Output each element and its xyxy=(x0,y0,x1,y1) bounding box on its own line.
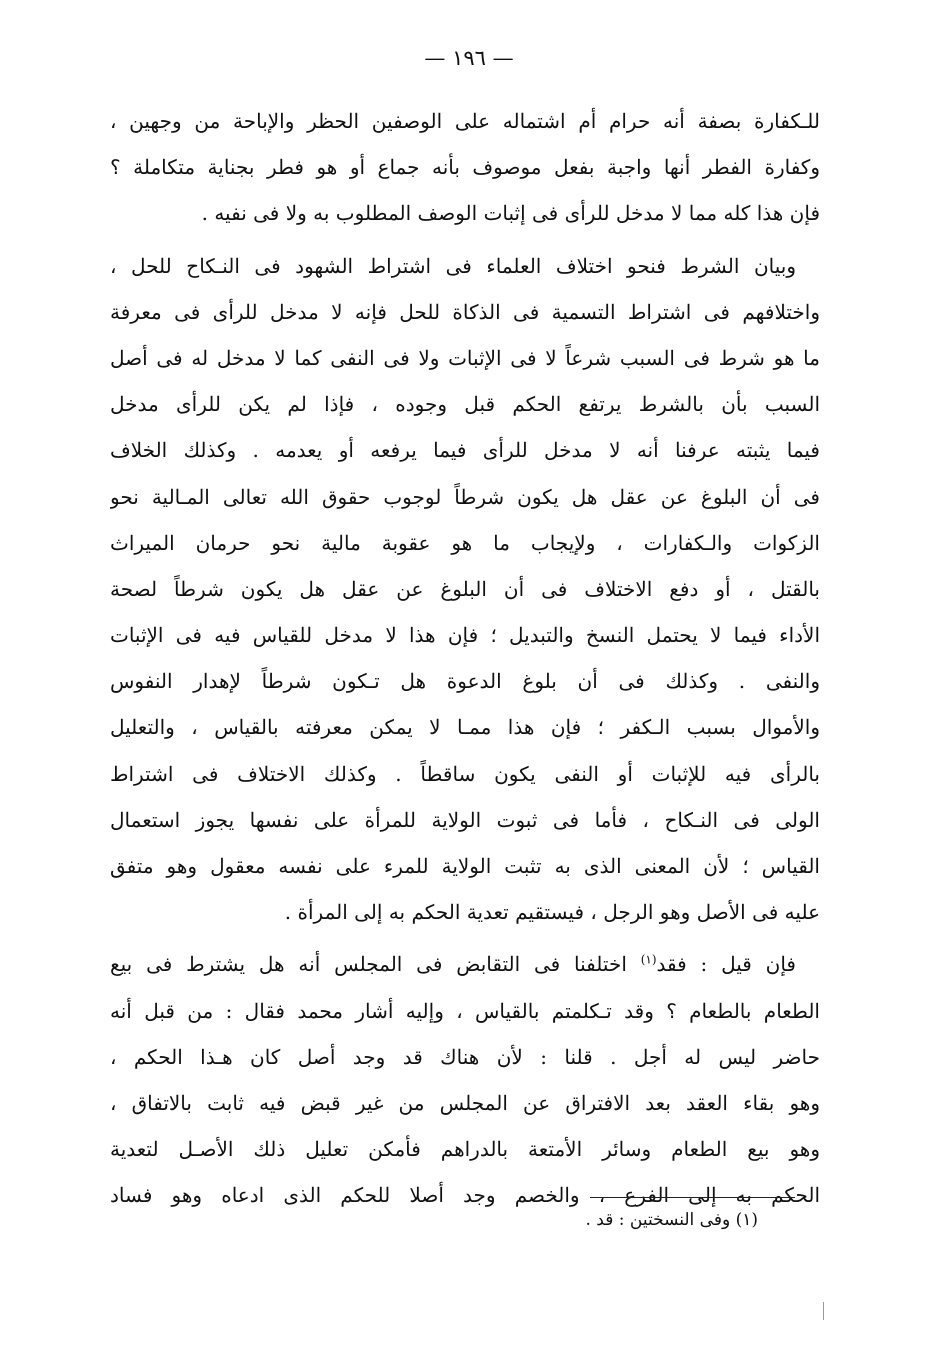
text-line: فإن هذا كله مما لا مدخل للرأى فى إثبات الوصف المطلوب به ولا فى نفيه . xyxy=(201,201,820,226)
body-text xyxy=(110,98,820,1219)
text-line xyxy=(110,941,820,987)
text-line: الطعام بالطعام ؟ وقد تـكلمتم بالقياس ، وإليه أشار محمد فقال : من قبل أنه xyxy=(110,998,820,1023)
text-line: القياس ؛ لأن المعنى الذى به تثبت الولاية للمرء على نفسه معقول وهو متفق xyxy=(110,854,820,878)
text-line: واختلافهم فى اشتراط التسمية فى الذكاة للحل فإنه لا مدخل للرأى فى معرفة xyxy=(110,299,820,324)
text-line: الحكم به إلى الفرع ، والخصم وجد أصلا للحكم الذى ادعاه وهو فساد xyxy=(110,1183,820,1208)
footnote: (١) وفى النسختين : قد . xyxy=(585,1210,758,1230)
text-line: الولى فى النـكاح ، فأما فى ثبوت الولاية للمرأة على نفسها يجوز استعمال xyxy=(110,807,820,832)
text-line: للـكفارة بصفة أنه حرام أم اشتماله على الوصفين الحظر والإباحة من وجهين ، xyxy=(110,109,820,133)
footnote-divider xyxy=(590,1197,795,1198)
text-line: وهو بيع الطعام وسائر الأمتعة بالدراهم فأمكن تعليل ذلك الأصـل لتعدية xyxy=(110,1137,820,1162)
text-line: الزكوات والـكفارات ، ولإيجاب ما هو عقوبة مالية نحو حرمان الميراث xyxy=(110,530,820,555)
text-line: بالقتل ، أو دفع الاختلاف فى أن البلوغ عن عقل هل يكون شرطاً لصحة xyxy=(110,576,820,601)
footnote-reference: (١) xyxy=(640,952,657,967)
text-line: فيما يثبته عرفنا أنه لا مدخل للرأى فيما يرفعه أو يعدمه . وكذلك الخلاف xyxy=(110,438,820,463)
text-span: اختلفنا فى التقابض فى المجلس أنه هل يشترط فى بيع xyxy=(110,952,641,977)
text-line: وبيان الشرط فنحو اختلاف العلماء فى اشتراط الشهود فى النـكاح للحل ، xyxy=(110,253,796,278)
text-line: عليه فى الأصل وهو الرجل ، فيستقيم تعدية الحكم به إلى المرأة . xyxy=(284,900,820,925)
text-line: فى أن البلوغ عن عقل هل يكون شرطاً لوجوب حقوق الله تعالى المـالية نحو xyxy=(110,484,820,509)
text-span: فإن قيل : فقد xyxy=(656,952,796,977)
text-line: ما هو شرط فى السبب شرعاً لا فى الإثبات ولا فى النفى كما لا مدخل له فى أصل xyxy=(110,345,820,370)
text-line: وكفارة الفطر أنها واجبة بفعل موصوف بأنه جماع أو هو فطر بجناية متكاملة ؟ xyxy=(110,155,820,180)
text-line: السبب بأن بالشرط يرتفع الحكم قبل وجوده ، فإذا لم يكن للرأى مدخل xyxy=(110,392,820,417)
page-number: — ١٩٦ — xyxy=(424,46,514,70)
text-line: والنفى . وكذلك فى أن بلوغ الدعوة هل تـكون شرطاً لإهدار النفوس xyxy=(110,669,820,694)
text-line: وهو بقاء العقد بعد الافتراق عن المجلس من غير قبض فيه ثابت بالاتفاق ، xyxy=(110,1090,820,1115)
text-line: بالرأى فيه للإثبات أو النفى يكون ساقطاً . وكذلك الاختلاف فى اشتراط xyxy=(110,761,820,786)
text-line: الأداء فيما لا يحتمل النسخ والتبديل ؛ فإن هذا لا مدخل للقياس فيه فى الإثبات xyxy=(110,623,820,648)
text-line: والأموال بسبب الـكفر ؛ فإن هذا ممـا لا يمكن معرفته بالقياس ، والتعليل xyxy=(110,715,820,740)
text-line: حاضر ليس له أجل . قلنا : لأن هناك قد وجد أصل كان هـذا الحكم ، xyxy=(110,1044,820,1069)
scan-mark xyxy=(823,1302,824,1320)
